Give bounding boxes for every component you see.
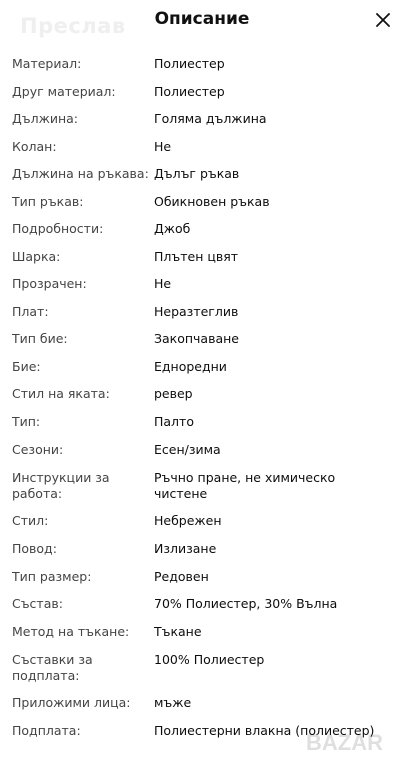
row-value: 70% Полиестер, 30% Вълна [154, 596, 338, 611]
description-row [0, 541, 404, 569]
description-row [0, 194, 404, 221]
description-row [0, 695, 404, 723]
row-label: Съставки за подплата: [12, 652, 93, 683]
row-label: Бие: [12, 359, 41, 374]
row-label: Стил на яката: [12, 386, 110, 401]
background-store-title: Преслав [20, 14, 126, 38]
description-row [0, 56, 404, 84]
row-value: Есен/зима [154, 442, 221, 457]
row-label: Друг материал: [12, 84, 116, 99]
description-row [0, 331, 404, 359]
row-label: Повод: [12, 541, 57, 556]
row-value: Плътен цвят [154, 249, 239, 264]
row-value: Палто [154, 414, 194, 429]
row-value: Тъкане [154, 624, 202, 639]
row-value: Полиестерни влакна (полиестер) [154, 723, 375, 738]
description-row [0, 470, 404, 513]
row-label: Сезони: [12, 442, 64, 457]
description-row [0, 139, 404, 166]
description-row [0, 304, 404, 331]
description-row [0, 386, 404, 414]
row-label: Дължина на ръкава: [12, 166, 149, 181]
description-row [0, 442, 404, 470]
dialog-title: Описание [154, 9, 250, 29]
row-label: Прозрачен: [12, 276, 87, 291]
row-value: Ръчно пране, не химическо чистене [154, 470, 336, 501]
description-row [0, 652, 404, 695]
row-label: Стил: [12, 513, 49, 528]
bazar-watermark-logo [300, 722, 404, 762]
row-value: Не [154, 139, 172, 154]
row-label: Приложими лица: [12, 695, 131, 710]
description-row [0, 166, 404, 194]
row-value: Закопчаване [154, 331, 239, 346]
description-row [0, 359, 404, 386]
row-value: Полиестер [154, 56, 225, 71]
row-label: Материал: [12, 56, 82, 71]
row-label: Тип: [12, 414, 41, 429]
row-value: Небрежен [154, 513, 222, 528]
description-row [0, 276, 404, 304]
row-value: Не [154, 276, 172, 291]
row-label: Шарка: [12, 249, 61, 264]
row-value: 100% Полиестер [154, 652, 265, 667]
row-value: Едноредни [154, 359, 227, 374]
row-label: Тип бие: [12, 331, 68, 346]
close-icon [373, 10, 393, 30]
row-label: Метод на тъкане: [12, 624, 130, 639]
row-value: ревер [154, 386, 193, 401]
description-row [0, 569, 404, 596]
row-value: Голяма дължина [154, 111, 267, 126]
row-label: Колан: [12, 139, 57, 154]
description-row [0, 596, 404, 624]
row-value: мъже [154, 695, 192, 710]
row-value: Обикновен ръкав [154, 194, 270, 209]
svg-text:BAZAR: BAZAR [306, 730, 383, 755]
dialog-header [0, 0, 404, 40]
close-button[interactable] [373, 10, 393, 30]
description-row [0, 624, 404, 652]
row-value: Неразтеглив [154, 304, 239, 319]
description-row [0, 84, 404, 111]
description-row [0, 221, 404, 249]
description-list [0, 56, 404, 759]
row-label: Тип ръкав: [12, 194, 84, 209]
description-row [0, 249, 404, 276]
row-label: Подплата: [12, 723, 81, 738]
row-label: Инструкции за работа: [12, 470, 110, 501]
description-row [0, 513, 404, 541]
row-label: Плат: [12, 304, 49, 319]
row-label: Дължина: [12, 111, 79, 126]
description-row [0, 111, 404, 139]
row-value: Дълъг ръкав [154, 166, 240, 181]
row-value: Редовен [154, 569, 209, 584]
row-label: Подробности: [12, 221, 104, 236]
row-value: Излизане [154, 541, 217, 556]
row-label: Състав: [12, 596, 63, 611]
description-row [0, 414, 404, 442]
row-value: Джоб [154, 221, 191, 236]
row-label: Тип размер: [12, 569, 92, 584]
row-value: Полиестер [154, 84, 225, 99]
